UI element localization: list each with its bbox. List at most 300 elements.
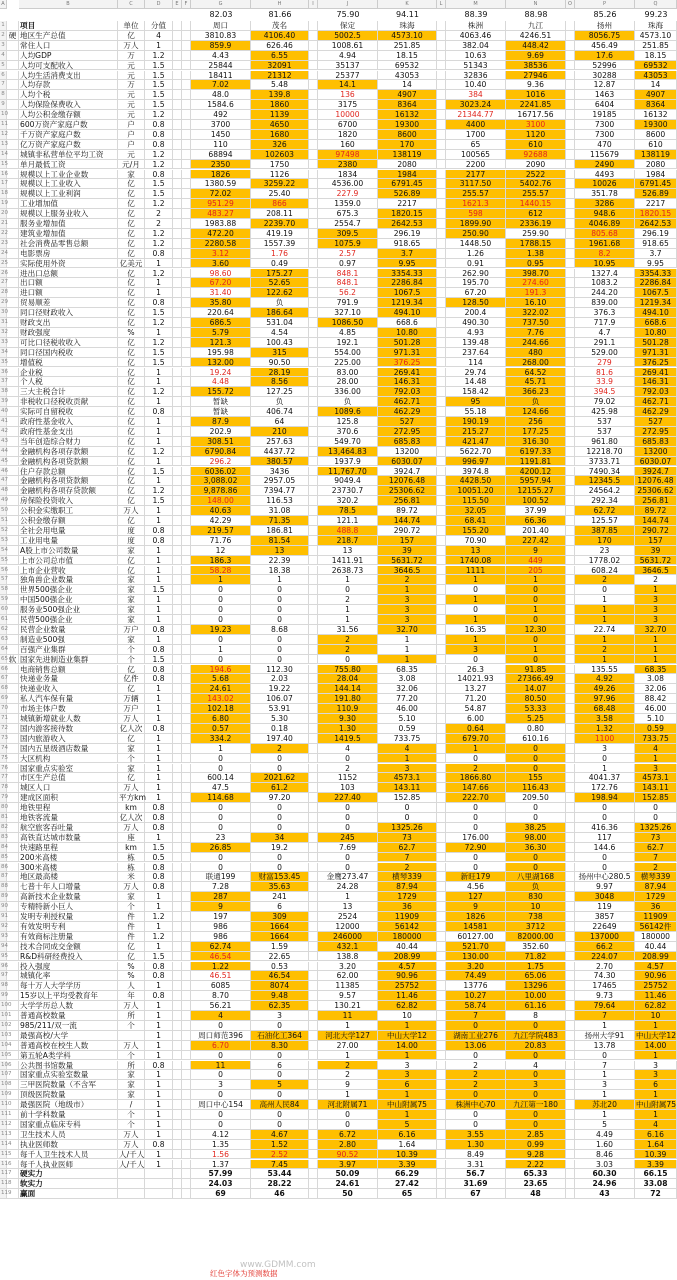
value-cell[interactable]: 2642.53	[635, 219, 677, 229]
value-cell[interactable]: 309	[251, 912, 309, 922]
value-cell[interactable]: 100565	[446, 150, 506, 160]
blank-cell[interactable]	[173, 278, 182, 288]
value-cell[interactable]: 472.20	[191, 229, 251, 239]
value-cell[interactable]: 2239.70	[251, 219, 309, 229]
group-label[interactable]	[7, 417, 19, 427]
value-cell[interactable]: 6	[378, 1080, 437, 1090]
value-cell[interactable]: 2286.84	[635, 278, 677, 288]
item-name[interactable]: 金融机构各项贷款额	[19, 457, 118, 467]
value-cell[interactable]: 351.78	[575, 189, 635, 199]
value-cell[interactable]: 9.73	[575, 991, 635, 1001]
row-number[interactable]: 49	[0, 496, 7, 506]
value-cell[interactable]: 1740.08	[446, 556, 506, 566]
value-cell[interactable]: 4400	[446, 120, 506, 130]
blank-cell[interactable]	[309, 1120, 318, 1130]
header-unit[interactable]: 单位	[118, 21, 145, 31]
value-cell[interactable]: 2	[378, 575, 437, 585]
value-cell[interactable]: 3286	[575, 199, 635, 209]
value-cell[interactable]: 6	[635, 1080, 677, 1090]
blank-cell[interactable]	[437, 1080, 446, 1090]
blank-cell[interactable]	[566, 1061, 575, 1071]
blank-cell[interactable]	[182, 100, 191, 110]
blank-cell[interactable]	[437, 1031, 446, 1041]
item-unit[interactable]: 家	[118, 595, 145, 605]
item-unit[interactable]: 栋	[118, 863, 145, 873]
value-cell[interactable]: 31.40	[191, 288, 251, 298]
blank-cell[interactable]	[182, 833, 191, 843]
value-cell[interactable]: 28.22	[251, 1179, 309, 1189]
value-cell[interactable]: 91.85	[506, 665, 566, 675]
item-weight[interactable]: 1	[145, 942, 173, 952]
value-cell[interactable]: 25752	[378, 981, 437, 991]
blank-cell[interactable]	[437, 872, 446, 882]
value-cell[interactable]: 685.83	[635, 437, 677, 447]
group-label[interactable]	[7, 1100, 19, 1110]
value-cell[interactable]: 3	[446, 645, 506, 655]
blank-cell[interactable]	[566, 407, 575, 417]
row-number[interactable]: 53	[0, 536, 7, 546]
value-cell[interactable]: 1219.34	[378, 298, 437, 308]
value-cell[interactable]: 210	[251, 427, 309, 437]
group-label[interactable]	[7, 912, 19, 922]
blank-cell[interactable]	[437, 318, 446, 328]
value-cell[interactable]: 22.74	[575, 625, 635, 635]
value-cell[interactable]: 11,767.70	[318, 467, 378, 477]
value-cell[interactable]: 0	[251, 1070, 309, 1080]
value-cell[interactable]: 138.8	[318, 952, 378, 962]
column-letter[interactable]: N	[506, 0, 566, 9]
blank-cell[interactable]	[173, 1160, 182, 1170]
item-unit[interactable]: 亿	[118, 368, 145, 378]
group-label[interactable]	[7, 704, 19, 714]
value-cell[interactable]: 7.69	[318, 843, 378, 853]
blank-cell[interactable]	[309, 1051, 318, 1061]
value-cell[interactable]: 686.5	[191, 318, 251, 328]
value-cell[interactable]: 1448.50	[446, 239, 506, 249]
value-cell[interactable]: 九江第一180	[506, 1100, 566, 1110]
value-cell[interactable]: 1	[635, 585, 677, 595]
value-cell[interactable]: 1	[378, 585, 437, 595]
item-weight[interactable]: 1	[145, 1021, 173, 1031]
column-letter[interactable]: K	[378, 0, 437, 9]
blank-cell[interactable]	[182, 467, 191, 477]
item-unit[interactable]: 亿	[118, 229, 145, 239]
value-cell[interactable]: 0	[251, 595, 309, 605]
blank-cell[interactable]	[437, 179, 446, 189]
item-name[interactable]: 国家先进制造业集群	[19, 655, 118, 665]
value-cell[interactable]: 292.34	[575, 496, 635, 506]
value-cell[interactable]: 0	[191, 853, 251, 863]
blank-cell[interactable]	[566, 833, 575, 843]
row-number[interactable]: 47	[0, 476, 7, 486]
value-cell[interactable]: 4.54	[251, 328, 309, 338]
blank-cell[interactable]	[182, 1070, 191, 1080]
item-name[interactable]: 常住人口	[19, 41, 118, 51]
value-cell[interactable]: 119	[575, 902, 635, 912]
value-cell[interactable]: 36	[378, 902, 437, 912]
value-cell[interactable]: 72.90	[446, 843, 506, 853]
value-cell[interactable]: 24.28	[318, 882, 378, 892]
blank-cell[interactable]	[309, 1150, 318, 1160]
value-cell[interactable]: 3924.7	[378, 467, 437, 477]
value-cell[interactable]: 67	[446, 1189, 506, 1199]
value-cell[interactable]: 95	[446, 397, 506, 407]
value-cell[interactable]: 16717.56	[506, 110, 566, 120]
value-cell[interactable]: 2554.7	[318, 219, 378, 229]
blank-cell[interactable]	[566, 160, 575, 170]
item-weight[interactable]: 1	[145, 546, 173, 556]
item-unit[interactable]	[118, 1179, 145, 1189]
blank-cell[interactable]	[182, 140, 191, 150]
blank-cell[interactable]	[437, 199, 446, 209]
item-weight[interactable]: 1	[145, 595, 173, 605]
value-cell[interactable]: 13.27	[446, 684, 506, 694]
row-number[interactable]: 7	[0, 80, 7, 90]
value-cell[interactable]: 0	[506, 764, 566, 774]
blank-cell[interactable]	[173, 566, 182, 576]
value-cell[interactable]: 1820.15	[635, 209, 677, 219]
blank-cell[interactable]	[309, 239, 318, 249]
item-unit[interactable]: 亿	[118, 773, 145, 783]
value-cell[interactable]: 89.72	[635, 506, 677, 516]
blank-cell[interactable]	[309, 249, 318, 259]
value-cell[interactable]: 67.20	[446, 288, 506, 298]
value-cell[interactable]: 11.46	[635, 991, 677, 1001]
value-cell[interactable]: 256.81	[635, 496, 677, 506]
value-cell[interactable]: 554.00	[318, 348, 378, 358]
item-weight[interactable]: 1	[145, 605, 173, 615]
value-cell[interactable]: 24.03	[191, 1179, 251, 1189]
group-label[interactable]	[7, 724, 19, 734]
row-number[interactable]: 19	[0, 199, 7, 209]
value-cell[interactable]: 70.90	[446, 536, 506, 546]
item-unit[interactable]: 亿	[118, 31, 145, 41]
value-cell[interactable]: 45.71	[506, 377, 566, 387]
value-cell[interactable]: 791.9	[318, 298, 378, 308]
item-unit[interactable]: 亿	[118, 318, 145, 328]
value-cell[interactable]: 3646.5	[635, 566, 677, 576]
row-number[interactable]: 84	[0, 843, 7, 853]
value-cell[interactable]: 737.50	[506, 318, 566, 328]
row-number[interactable]: 117	[0, 1169, 7, 1179]
value-cell[interactable]: 2	[318, 635, 378, 645]
item-name[interactable]: 最强医院（地级市）	[19, 1100, 118, 1110]
value-cell[interactable]: 1.35	[191, 1140, 251, 1150]
value-cell[interactable]: 3	[635, 615, 677, 625]
column-letter[interactable]: I	[309, 0, 318, 9]
blank-cell[interactable]	[566, 1051, 575, 1061]
blank-cell[interactable]	[566, 447, 575, 457]
value-cell[interactable]: 74.30	[575, 971, 635, 981]
group-label[interactable]	[7, 348, 19, 358]
blank-cell[interactable]	[309, 872, 318, 882]
value-cell[interactable]: 449	[506, 556, 566, 566]
blank-cell[interactable]	[437, 486, 446, 496]
blank-cell[interactable]	[182, 872, 191, 882]
item-weight[interactable]: 1	[145, 902, 173, 912]
value-cell[interactable]: 290.72	[635, 526, 677, 536]
value-cell[interactable]: 35.63	[251, 882, 309, 892]
value-cell[interactable]: 3	[635, 595, 677, 605]
value-cell[interactable]: 32.70	[635, 625, 677, 635]
column-letter[interactable]: G	[191, 0, 251, 9]
blank-cell[interactable]	[566, 823, 575, 833]
value-cell[interactable]: 144.74	[635, 516, 677, 526]
value-cell[interactable]: 130.21	[318, 1001, 378, 1011]
blank-cell[interactable]	[173, 1001, 182, 1011]
blank-cell[interactable]	[437, 387, 446, 397]
blank-cell[interactable]	[437, 278, 446, 288]
value-cell[interactable]: 241	[251, 892, 309, 902]
blank-cell[interactable]	[173, 764, 182, 774]
value-cell[interactable]: 209.50	[506, 793, 566, 803]
row-number[interactable]: 21	[0, 219, 7, 229]
blank-cell[interactable]	[566, 813, 575, 823]
value-cell[interactable]: 0	[446, 853, 506, 863]
group-label[interactable]	[7, 1041, 19, 1051]
value-cell[interactable]: 14.48	[446, 377, 506, 387]
value-cell[interactable]: 16132	[378, 110, 437, 120]
item-weight[interactable]: 1	[145, 556, 173, 566]
group-label[interactable]	[7, 942, 19, 952]
value-cell[interactable]: 1	[378, 645, 437, 655]
value-cell[interactable]: 4650	[251, 120, 309, 130]
item-weight[interactable]: 1.5	[145, 348, 173, 358]
value-cell[interactable]: 2	[635, 863, 677, 873]
value-cell[interactable]: 0	[575, 1051, 635, 1061]
item-weight[interactable]: 1.5	[145, 90, 173, 100]
item-unit[interactable]: 亿	[118, 457, 145, 467]
value-cell[interactable]: 79.64	[575, 1001, 635, 1011]
value-cell[interactable]: 125.57	[575, 516, 635, 526]
item-weight[interactable]: 1	[145, 793, 173, 803]
value-cell[interactable]: 4437.72	[251, 447, 309, 457]
value-cell[interactable]: 3023.24	[446, 100, 506, 110]
value-cell[interactable]: 1.60	[575, 1140, 635, 1150]
row-number[interactable]: 118	[0, 1179, 7, 1189]
blank-cell[interactable]	[309, 863, 318, 873]
blank-cell[interactable]	[566, 71, 575, 81]
row-number[interactable]: 15	[0, 160, 7, 170]
blank-cell[interactable]	[309, 209, 318, 219]
value-cell[interactable]: 43053	[378, 71, 437, 81]
item-weight[interactable]: 1	[145, 922, 173, 932]
value-cell[interactable]: 6.00	[446, 714, 506, 724]
item-weight[interactable]: 0.8	[145, 803, 173, 813]
blank-cell[interactable]	[182, 1001, 191, 1011]
group-label[interactable]	[7, 773, 19, 783]
blank-cell[interactable]	[309, 1100, 318, 1110]
item-weight[interactable]: 0.8	[145, 882, 173, 892]
row-number[interactable]: 41	[0, 417, 7, 427]
row-number[interactable]: 106	[0, 1061, 7, 1071]
group-label[interactable]	[7, 71, 19, 81]
item-unit[interactable]: 亿	[118, 278, 145, 288]
value-cell[interactable]: 527	[635, 417, 677, 427]
value-cell[interactable]: 4.67	[251, 1130, 309, 1140]
value-cell[interactable]: 492	[191, 110, 251, 120]
value-cell[interactable]: 0	[191, 803, 251, 813]
blank-cell[interactable]	[566, 427, 575, 437]
group-label[interactable]: 硬	[7, 31, 19, 41]
item-name[interactable]: 国内五星级酒店数量	[19, 744, 118, 754]
blank-cell[interactable]	[173, 328, 182, 338]
value-cell[interactable]: 40.44	[378, 942, 437, 952]
blank-cell[interactable]	[566, 704, 575, 714]
value-cell[interactable]: 256	[506, 417, 566, 427]
blank-cell[interactable]	[182, 61, 191, 71]
value-cell[interactable]: 0	[251, 1021, 309, 1031]
value-cell[interactable]: 九江学院483	[506, 1031, 566, 1041]
value-cell[interactable]: 11909	[378, 912, 437, 922]
value-cell[interactable]: 11909	[635, 912, 677, 922]
group-label[interactable]	[7, 635, 19, 645]
blank-cell[interactable]	[309, 635, 318, 645]
blank-cell[interactable]	[566, 1179, 575, 1189]
value-cell[interactable]: 274.60	[506, 278, 566, 288]
blank-cell[interactable]	[182, 714, 191, 724]
value-cell[interactable]: 279	[575, 358, 635, 368]
blank-cell[interactable]	[437, 744, 446, 754]
group-label[interactable]	[7, 298, 19, 308]
blank-cell[interactable]	[566, 328, 575, 338]
item-name[interactable]: 投入强度	[19, 962, 118, 972]
blank-cell[interactable]	[309, 150, 318, 160]
value-cell[interactable]: 0	[446, 803, 506, 813]
value-cell[interactable]: 2336.19	[506, 219, 566, 229]
blank-cell[interactable]	[566, 31, 575, 41]
item-name[interactable]: 独角兽企业数量	[19, 575, 118, 585]
value-cell[interactable]: 2642.53	[378, 219, 437, 229]
group-label[interactable]	[7, 1110, 19, 1120]
value-cell[interactable]: 143.11	[635, 783, 677, 793]
value-cell[interactable]: 32836	[446, 71, 506, 81]
value-cell[interactable]: 7	[635, 853, 677, 863]
value-cell[interactable]: 1	[378, 754, 437, 764]
value-cell[interactable]: 7	[378, 853, 437, 863]
item-weight[interactable]: 1.5	[145, 179, 173, 189]
value-cell[interactable]: 72	[635, 1189, 677, 1199]
row-number[interactable]: 65	[0, 655, 7, 665]
value-cell[interactable]: 8056.75	[575, 31, 635, 41]
item-name[interactable]: 世界500强企业	[19, 585, 118, 595]
value-cell[interactable]: 14.07	[506, 684, 566, 694]
value-cell[interactable]: 5	[251, 1080, 309, 1090]
item-weight[interactable]: 1.2	[145, 229, 173, 239]
value-cell[interactable]: 2241.85	[506, 100, 566, 110]
row-number[interactable]: 98	[0, 981, 7, 991]
blank-cell[interactable]	[309, 269, 318, 279]
item-name[interactable]: 人均可支配收入	[19, 61, 118, 71]
value-cell[interactable]: 横琴339	[635, 872, 677, 882]
item-name[interactable]: 公积金实缴职工	[19, 506, 118, 516]
value-cell[interactable]: 1	[635, 635, 677, 645]
blank-cell[interactable]	[309, 80, 318, 90]
row-number[interactable]: 52	[0, 526, 7, 536]
row-number[interactable]: 79	[0, 793, 7, 803]
item-unit[interactable]: 万人	[118, 506, 145, 516]
blank-cell[interactable]	[566, 932, 575, 942]
value-cell[interactable]: 1621.3	[446, 199, 506, 209]
value-cell[interactable]: 0	[251, 754, 309, 764]
value-cell[interactable]: 0	[191, 595, 251, 605]
blank-cell[interactable]	[309, 556, 318, 566]
value-cell[interactable]: 3	[378, 764, 437, 774]
blank-cell[interactable]	[173, 160, 182, 170]
blank-cell[interactable]	[309, 694, 318, 704]
blank-cell[interactable]	[173, 209, 182, 219]
value-cell[interactable]: 2380	[318, 160, 378, 170]
value-cell[interactable]: 64.52	[506, 368, 566, 378]
value-cell[interactable]: 4.94	[318, 51, 378, 61]
value-cell[interactable]: 36.30	[506, 843, 566, 853]
value-cell[interactable]: 8.68	[251, 625, 309, 635]
blank-cell[interactable]	[309, 912, 318, 922]
row-number[interactable]: 62	[0, 625, 7, 635]
item-name[interactable]: 发明专利授权量	[19, 912, 118, 922]
blank-cell[interactable]	[437, 219, 446, 229]
value-cell[interactable]: 1	[191, 575, 251, 585]
blank-cell[interactable]	[437, 764, 446, 774]
item-weight[interactable]	[145, 1169, 173, 1179]
value-cell[interactable]: 13.78	[575, 1041, 635, 1051]
value-cell[interactable]: 115679	[575, 150, 635, 160]
value-cell[interactable]: 4493	[575, 170, 635, 180]
blank-cell[interactable]	[182, 952, 191, 962]
blank-cell[interactable]	[173, 615, 182, 625]
item-name[interactable]: 中国500强企业	[19, 595, 118, 605]
group-label[interactable]	[7, 793, 19, 803]
blank-cell[interactable]	[173, 368, 182, 378]
value-cell[interactable]: 9.28	[506, 1150, 566, 1160]
value-cell[interactable]: 25306.62	[635, 486, 677, 496]
blank-cell[interactable]	[309, 655, 318, 665]
value-cell[interactable]: 986	[191, 922, 251, 932]
item-weight[interactable]: 1	[145, 635, 173, 645]
value-cell[interactable]: 668.6	[635, 318, 677, 328]
column-letter[interactable]: L	[437, 0, 446, 9]
value-cell[interactable]: 122.62	[251, 288, 309, 298]
item-unit[interactable]: 件	[118, 932, 145, 942]
blank-cell[interactable]	[566, 1189, 575, 1199]
blank-cell[interactable]	[182, 1051, 191, 1061]
item-name[interactable]: 规模以上工业利润	[19, 189, 118, 199]
value-cell[interactable]: 0	[446, 1090, 506, 1100]
blank-cell[interactable]	[437, 912, 446, 922]
blank-cell[interactable]	[173, 585, 182, 595]
header-city[interactable]: 珠海	[635, 21, 677, 31]
group-label[interactable]	[7, 754, 19, 764]
value-cell[interactable]: 9,878.86	[191, 486, 251, 496]
value-cell[interactable]: 4428.50	[446, 476, 506, 486]
blank-cell[interactable]	[566, 21, 575, 31]
blank-cell[interactable]	[566, 90, 575, 100]
blank-cell[interactable]	[182, 219, 191, 229]
value-cell[interactable]: 1	[318, 615, 378, 625]
group-label[interactable]	[7, 229, 19, 239]
item-name[interactable]: 城镇化率	[19, 971, 118, 981]
value-cell[interactable]: 3	[378, 1070, 437, 1080]
blank-cell[interactable]	[182, 427, 191, 437]
blank-cell[interactable]	[173, 1090, 182, 1100]
value-cell[interactable]: 1	[318, 1021, 378, 1031]
value-cell[interactable]: 490.30	[446, 318, 506, 328]
value-cell[interactable]: 1	[378, 635, 437, 645]
blank-cell[interactable]	[182, 179, 191, 189]
blank-cell[interactable]	[173, 377, 182, 387]
value-cell[interactable]: 10.95	[575, 259, 635, 269]
value-cell[interactable]: 115.50	[446, 496, 506, 506]
